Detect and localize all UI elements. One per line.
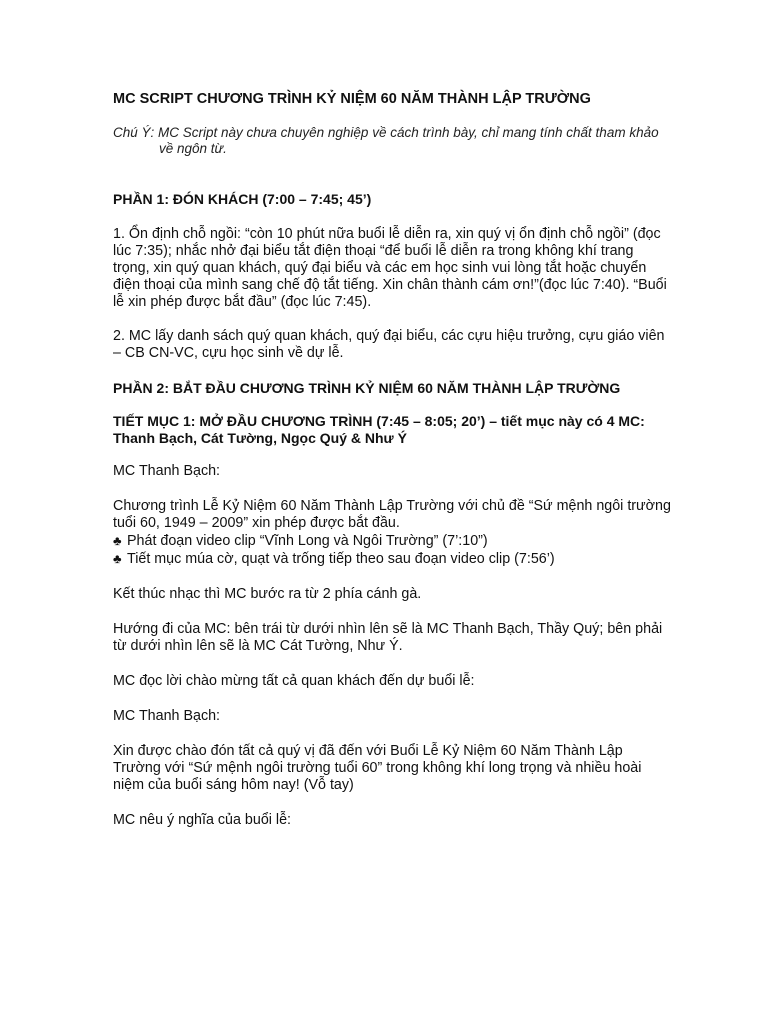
part1-heading: PHẦN 1: ĐÓN KHÁCH (7:00 – 7:45; 45’) <box>113 191 372 207</box>
note-paragraph: Chú Ý: MC Script này chưa chuyên nghiệp về cách trình bày, chỉ mang tính chất tham khảo về ngôn từ. <box>113 125 659 156</box>
bullet-item <box>113 532 673 550</box>
bullet-item <box>113 550 673 568</box>
speaker-label: MC Thanh Bạch: <box>113 708 221 724</box>
bullet-text: Tiết mục múa cờ, quạt và trống tiếp theo sau đoạn video clip (7:56’) <box>127 551 555 567</box>
part1-item-1: 1. Ổn định chỗ ngồi: “còn 10 phút nữa buổi lễ diễn ra, xin quý vị ổn định chỗ ngồi” (đọc lúc 7:35); nhắc nhở đại biểu tắt điện thoại “để buổi lễ diễn ra trong không khí trang trọng, xin quý quan khách, quý đại biểu và các em học sinh vui lòng tắt hoặc chuyển điện thoại của mình sang chế độ tắt tiếng. Xin chân thành cám ơn!”(đọc lúc 7:40). “Buổi lễ xin phép được bắt đầu” (đọc lúc 7:45). <box>113 226 667 310</box>
part1-item-2: 2. MC lấy danh sách quý quan khách, quý đại biểu, các cựu hiệu trưởng, cựu giáo viên – CB CN-VC, cựu học sinh về dự lễ. <box>113 328 665 361</box>
paragraph: Xin được chào đón tất cả quý vị đã đến với Buổi Lễ Kỷ Niệm 60 Năm Thành Lập Trường với “Sứ mệnh ngôi trường tuổi 60” trong không khí long trọng và nhiều hoài niệm của buổi sáng hôm nay! (Vỗ tay) <box>113 743 642 793</box>
club-icon: ♣ <box>113 551 122 566</box>
document-title: MC SCRIPT CHƯƠNG TRÌNH KỶ NIỆM 60 NĂM THÀNH LẬP TRƯỜNG <box>113 91 591 107</box>
paragraph: Chương trình Lễ Kỷ Niệm 60 Năm Thành Lập Trường với chủ đề “Sứ mệnh ngôi trường tuổi 60, 1949 – 2009” xin phép được bắt đầu. <box>113 498 671 531</box>
club-icon: ♣ <box>113 533 122 548</box>
document-page <box>113 90 673 829</box>
paragraph: MC nêu ý nghĩa của buổi lễ: <box>113 812 292 828</box>
paragraph: Hướng đi của MC: bên trái từ dưới nhìn lên sẽ là MC Thanh Bạch, Thầy Quý; bên phải từ dưới nhìn lên sẽ là MC Cát Tường, Như Ý. <box>113 621 663 654</box>
part2-heading: PHẦN 2: BẮT ĐẦU CHƯƠNG TRÌNH KỶ NIỆM 60 NĂM THÀNH LẬP TRƯỜNG <box>113 380 621 396</box>
paragraph: MC đọc lời chào mừng tất cả quan khách đến dự buổi lễ: <box>113 673 475 689</box>
bullet-text: Phát đoạn video clip “Vĩnh Long và Ngôi Trường” (7’:10”) <box>127 533 488 549</box>
act1-heading: TIẾT MỤC 1: MỞ ĐẦU CHƯƠNG TRÌNH (7:45 – 8:05; 20’) – tiết mục này có 4 MC: Thanh Bạch, Cát Tường, Ngọc Quý & Như Ý <box>113 413 645 446</box>
speaker-label: MC Thanh Bạch: <box>113 463 221 479</box>
paragraph: Kết thúc nhạc thì MC bước ra từ 2 phía cánh gà. <box>113 586 422 602</box>
